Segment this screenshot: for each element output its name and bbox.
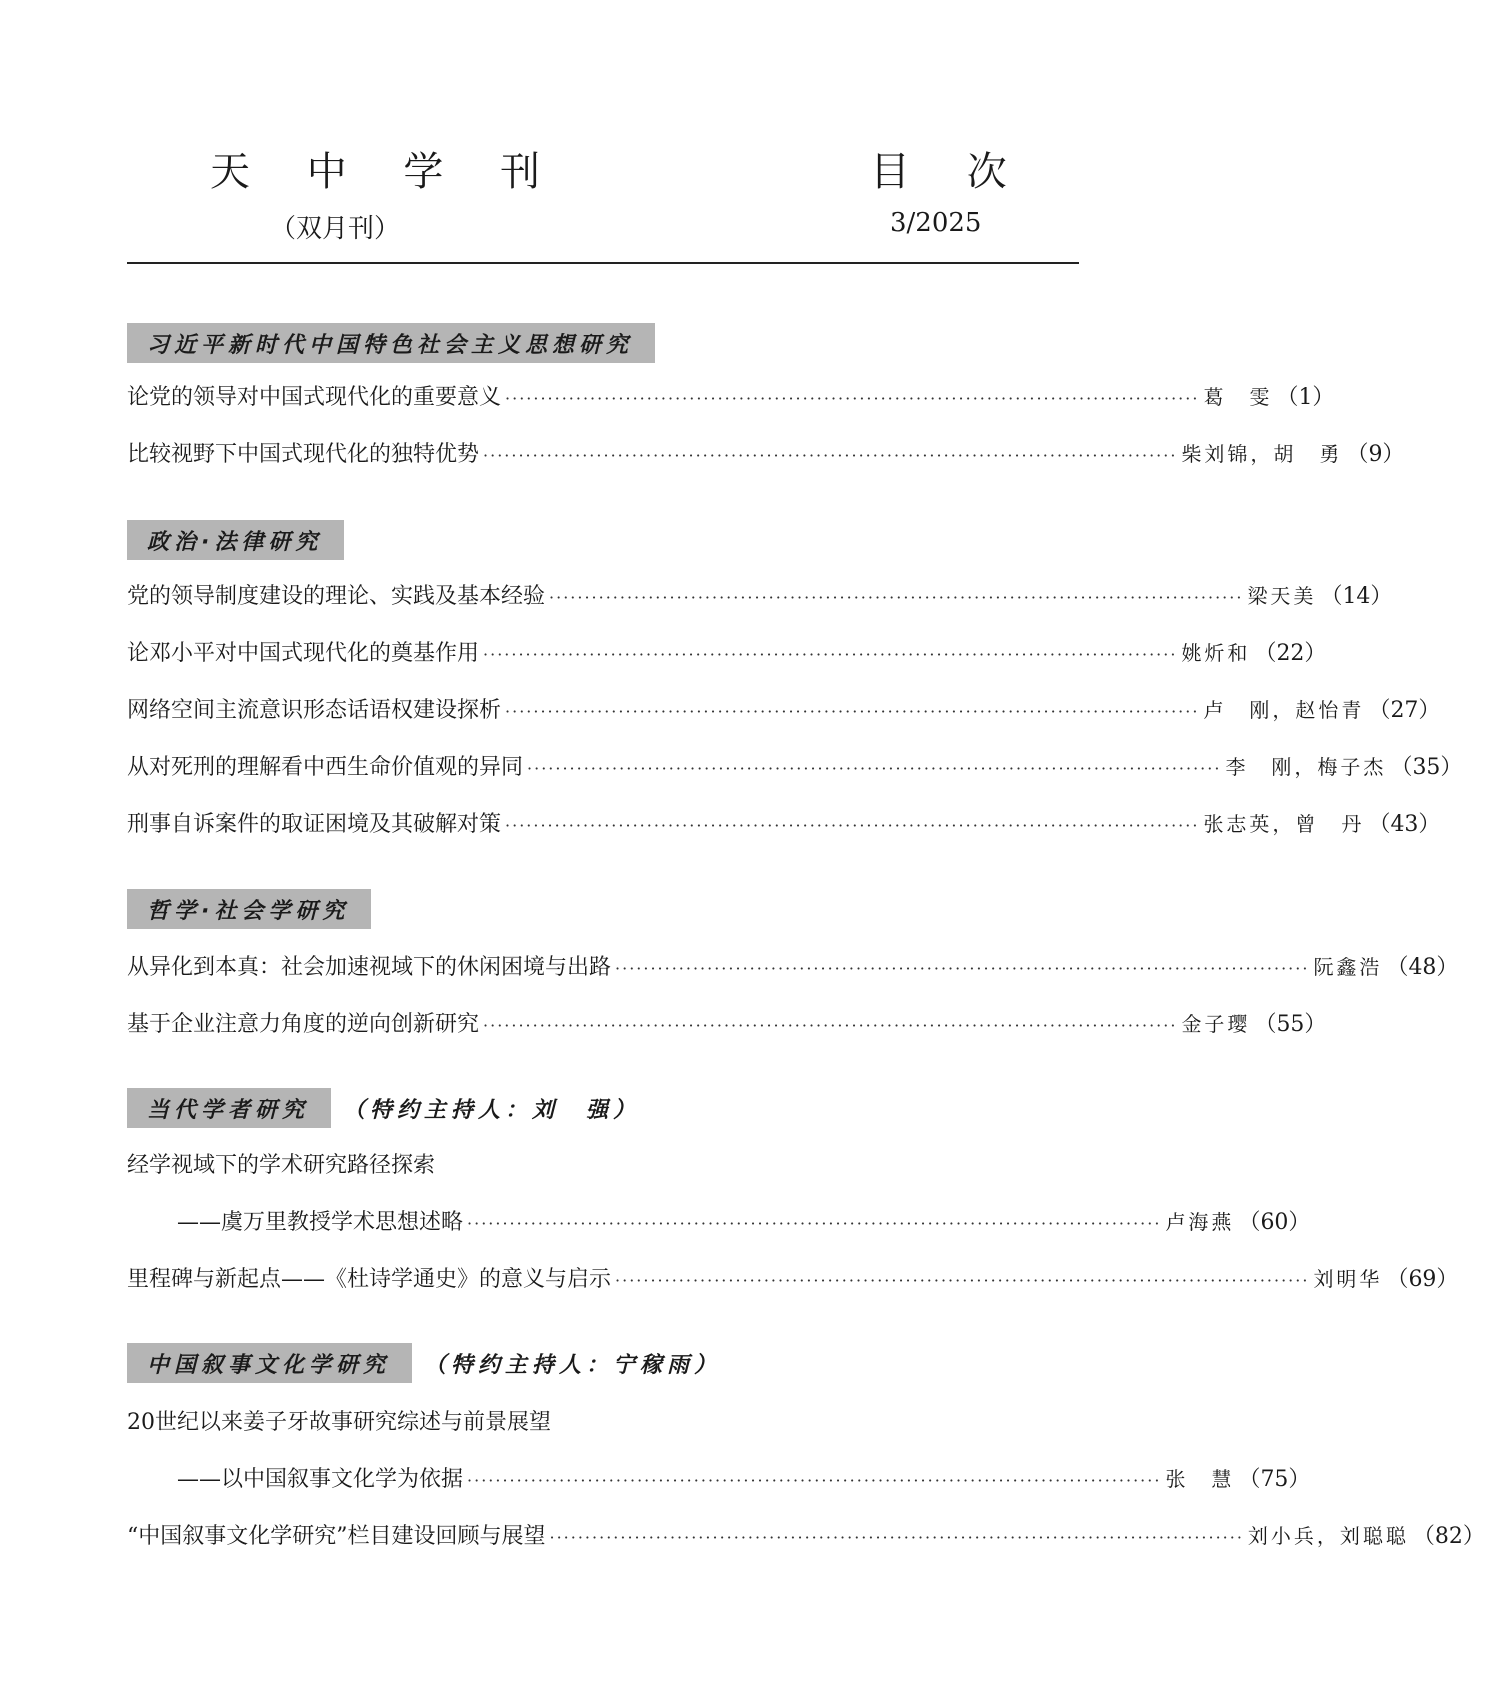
leader-dots: ·································································································· [505, 816, 1200, 835]
entry-title[interactable]: 经学视域下的学术研究路径探索 [127, 1153, 436, 1178]
toc-entry[interactable] [127, 437, 1405, 467]
entry-page: （14） [1320, 584, 1393, 609]
section-heading-label: 政治·法律研究 [127, 520, 344, 560]
entry-author: 卢 刚，赵怡青 [1203, 698, 1365, 722]
entry-title: 从异化到本真：社会加速视域下的休闲困境与出路 [127, 955, 612, 980]
entry-author: 柴刘锦，胡 勇 [1181, 442, 1343, 466]
entry-page: （75） [1238, 1467, 1311, 1492]
entry-author: 张 慧 [1165, 1467, 1235, 1491]
leader-dots: ·································································································· [483, 446, 1178, 465]
section-heading [127, 520, 344, 560]
entry-author: 卢海燕 [1165, 1210, 1235, 1234]
entry-title: “中国叙事文化学研究”栏目建设回顾与展望 [127, 1524, 546, 1549]
toc-entry[interactable] [127, 1262, 1459, 1292]
entry-title: 刑事自诉案件的取证困境及其破解对策 [127, 812, 502, 837]
entry-subtitle: ——以中国叙事文化学为依据 [177, 1467, 464, 1492]
entry-author: 张志英，曾 丹 [1203, 812, 1365, 836]
toc-entry[interactable] [127, 750, 1463, 780]
entry-page: （9） [1346, 442, 1405, 467]
entry-author: 刘小兵，刘聪聪 [1247, 1524, 1409, 1548]
entry-title: 党的领导制度建设的理论、实践及基本经验 [127, 584, 546, 609]
toc-entry[interactable] [127, 1519, 1485, 1549]
entry-page: （1） [1276, 385, 1335, 410]
entry-title: 网络空间主流意识形态话语权建设探析 [127, 698, 502, 723]
entry-author: 刘明华 [1313, 1267, 1383, 1291]
entry-page: （35） [1390, 755, 1463, 780]
leader-dots: ·································································································· [527, 759, 1222, 778]
toc-entry[interactable] [127, 1007, 1327, 1037]
toc-entry[interactable] [177, 1462, 1311, 1492]
entry-page: （55） [1254, 1012, 1327, 1037]
leader-dots: ·································································································· [505, 389, 1200, 408]
toc-entry[interactable] [127, 950, 1459, 980]
entry-page: （48） [1386, 955, 1459, 980]
entry-title: 里程碑与新起点——《杜诗学通史》的意义与启示 [127, 1267, 612, 1292]
section-heading-label: 中国叙事文化学研究 [127, 1343, 412, 1383]
toc-entry[interactable] [127, 693, 1441, 723]
leader-dots: ·································································································· [615, 959, 1310, 978]
entry-title: 基于企业注意力角度的逆向创新研究 [127, 1012, 480, 1037]
entry-page: （60） [1238, 1210, 1311, 1235]
leader-dots: ·································································································· [615, 1271, 1310, 1290]
entry-title: 论邓小平对中国式现代化的奠基作用 [127, 641, 480, 666]
entry-title: 比较视野下中国式现代化的独特优势 [127, 442, 480, 467]
section-heading [127, 1343, 721, 1383]
entry-author: 阮鑫浩 [1313, 955, 1383, 979]
toc-entry[interactable] [127, 579, 1393, 609]
section-host-note: （特约主持人：刘 强） [343, 1097, 641, 1123]
journal-title: 天 中 学 刊 [210, 149, 563, 195]
section-host-note: （特约主持人：宁稼雨） [424, 1352, 722, 1378]
section-heading-label: 哲学·社会学研究 [127, 889, 371, 929]
entry-page: （43） [1368, 812, 1441, 837]
leader-dots: ·································································································· [467, 1214, 1162, 1233]
section-heading [127, 1088, 640, 1128]
toc-entry[interactable] [127, 636, 1327, 666]
section-heading-label: 当代学者研究 [127, 1088, 331, 1128]
contents-label: 目 次 [870, 149, 1029, 195]
entry-author: 梁天美 [1247, 584, 1317, 608]
leader-dots: ·································································································· [483, 645, 1178, 664]
entry-author: 姚炘和 [1181, 641, 1251, 665]
entry-title[interactable]: 20世纪以来姜子牙故事研究综述与前景展望 [127, 1410, 551, 1435]
toc-entry[interactable] [177, 1205, 1311, 1235]
issue-number: 3/2025 [890, 208, 982, 238]
entry-subtitle: ——虞万里教授学术思想述略 [177, 1210, 464, 1235]
entry-author: 金子璎 [1181, 1012, 1251, 1036]
header-rule [127, 262, 1079, 264]
toc-entry[interactable] [127, 807, 1441, 837]
leader-dots: ·································································································· [549, 588, 1244, 607]
section-heading-label: 习近平新时代中国特色社会主义思想研究 [127, 323, 655, 363]
leader-dots: ·································································································· [549, 1528, 1244, 1547]
entry-page: （27） [1368, 698, 1441, 723]
leader-dots: ·································································································· [483, 1016, 1178, 1035]
entry-author: 李 刚，梅子杰 [1225, 755, 1387, 779]
entry-page: （69） [1386, 1267, 1459, 1292]
leader-dots: ·································································································· [505, 702, 1200, 721]
entry-author: 葛 雯 [1203, 385, 1273, 409]
entry-page: （22） [1254, 641, 1327, 666]
section-heading [127, 323, 655, 363]
entry-page: （82） [1412, 1524, 1485, 1549]
journal-frequency: （双月刊） [270, 214, 401, 244]
leader-dots: ·································································································· [467, 1471, 1162, 1490]
section-heading [127, 889, 371, 929]
entry-title: 论党的领导对中国式现代化的重要意义 [127, 385, 502, 410]
toc-entry[interactable] [127, 380, 1335, 410]
entry-title: 从对死刑的理解看中西生命价值观的异同 [127, 755, 524, 780]
